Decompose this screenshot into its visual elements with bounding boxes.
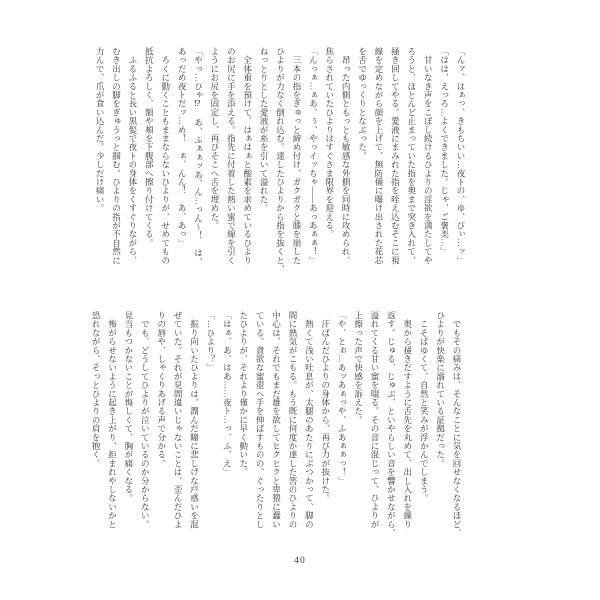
- text-line: 力んで、爪が食い込んだ。少しだけ痛い。: [95, 47, 106, 213]
- text-line: ひよりが快楽に溺れている証拠だった。: [435, 311, 446, 468]
- text-line: 「やっ…ひゃ⁉ あ、ふぁぁッあ、ん…っん〜！ は、: [193, 47, 204, 266]
- text-line: 返す。じゅる、じゅぷ、といやらしい音を響かせながら、: [386, 311, 397, 538]
- text-line: 振り向いたひよりは、潤んだ瞳に悲しげな戸惑いを混: [189, 311, 200, 529]
- text-line: ろくに動くこともままならないひよりが、せめてもの: [160, 47, 171, 265]
- text-line: のお尻に手を添える。指先に付着した熱い蜜で線を引く: [226, 47, 237, 265]
- text-line: 焦らされていたひよりはすぐさま限界を迎える。: [324, 47, 335, 239]
- text-line: 中心は、それでもまだ雄を欲してヒクヒクと卑猥に蠢い: [271, 311, 282, 529]
- text-line: ふるふると長い黒髪で夜トの身体をくすぐりながら、: [127, 47, 138, 265]
- text-line: 上擦った声で快感を訴えた。: [353, 311, 364, 425]
- text-block-bottom: [88, 311, 465, 551]
- text-line: 見当もつかないことが悔しくて、胸が痛くなる。: [123, 311, 134, 503]
- text-line: 熱くて浅い吐息が、太腿のあたりにぶつかって、脚の: [304, 311, 315, 529]
- text-line: 溢れてくる甘い蜜を啜る。その音に混じって、ひよりが: [369, 311, 380, 529]
- text-line: 三本の指をぎゅっと締め付け、ガクガクと膝を崩した: [291, 47, 302, 265]
- text-line: 「はは、えっろ…よくできました。じゃ、ご褒美…」: [439, 47, 450, 256]
- text-line: ろうと、ほとんど止まっていた指を奥まで突き入れて、: [406, 47, 417, 265]
- text-block-top: [92, 47, 469, 287]
- text-line: 昂った内側ともっとも敏感な外側を同時に攻められ、: [341, 47, 352, 265]
- text-line: あっだめ夜トだッ…め！ ぁ、んん！ あ、あっ」: [177, 47, 188, 248]
- text-line: 抵抗よろしく、額や頬を下腹部へ擦り付けてくる。: [144, 47, 155, 248]
- text-line: 「んっぁ…ぁあ、ぅ、やっイッちゃ――あっあぁぁ！」: [308, 47, 319, 265]
- text-line: ている。貪欲な蜜壺へ手を伸ばすものの、ぐったりとし: [255, 311, 266, 529]
- text-line: 「んァ、はぁっ、きもちいい…夜トの、ゆ、びぃ…ッ」: [456, 47, 466, 265]
- text-line: 汗ばんだひよりの身体から、再び力が抜けた。: [320, 311, 331, 503]
- text-line: ねっとりとした愛液が糸を引いて溢れた。: [259, 47, 270, 213]
- text-line: こそばゆくて、自然と笑みが浮かんでしまう。: [419, 311, 430, 503]
- text-line: でも、どうしてひよりが泣いているのか分からない。: [140, 311, 151, 529]
- text-line: 「…ひより？」: [205, 311, 216, 372]
- text-line: 全体重を預けて、はぁはぁと酸素を求めているひより: [242, 47, 253, 265]
- text-line: 恐れながら、そっとひよりの肩を抱く。: [91, 311, 102, 468]
- text-line: 甘いなき声をこぼし続けるひよりの淫欲を満たしてや: [423, 47, 434, 265]
- text-line: ようにお尻を固定し、再びそこへ舌を埋めた。: [209, 47, 220, 230]
- text-line: を舌でゆっくりとなぶった。: [357, 47, 368, 161]
- text-line: 怖がらせないように起き上がり、拒まれやしないかと: [107, 311, 118, 529]
- text-line: ぜていた。それが見間違いじゃないことは、歪んだひよ: [173, 311, 184, 529]
- text-line: 「はぁ、あ、はあ……夜ト…っ、ふ、え」: [222, 311, 233, 477]
- text-line: 「や、とぉ…あッあぁっや、ふあぁぁっ！」: [337, 311, 348, 485]
- text-line: たひよりが、それより僅かに早く動いた。: [238, 311, 249, 477]
- text-line: でもその痛みは、そんなことに気を回せなくなるほど、: [452, 311, 462, 538]
- text-line: りの唇や、しゃくりあげる声で分かる。: [156, 311, 167, 468]
- page-number: 40: [294, 556, 306, 566]
- text-line: ひよりが力なく倒れ込む。達したひよりから指を抜くと、: [275, 47, 286, 274]
- text-line: 間に熱気がこもる。もう既に何度か達した筈のひよりの: [287, 311, 298, 529]
- text-line: むき出しの脚をぎゅうっと掴む。ひよりの指が不自然に: [111, 47, 122, 265]
- text-line: 掻き回してやる。愛液にまみれた指を咥え込むそこに視: [390, 47, 401, 265]
- text-line: 奥から掻きだすように舌先を丸めて、出し入れを繰り: [402, 311, 413, 529]
- text-line: 線を定めながら顔を上げて、無防備に曝け出された花芯: [373, 47, 384, 265]
